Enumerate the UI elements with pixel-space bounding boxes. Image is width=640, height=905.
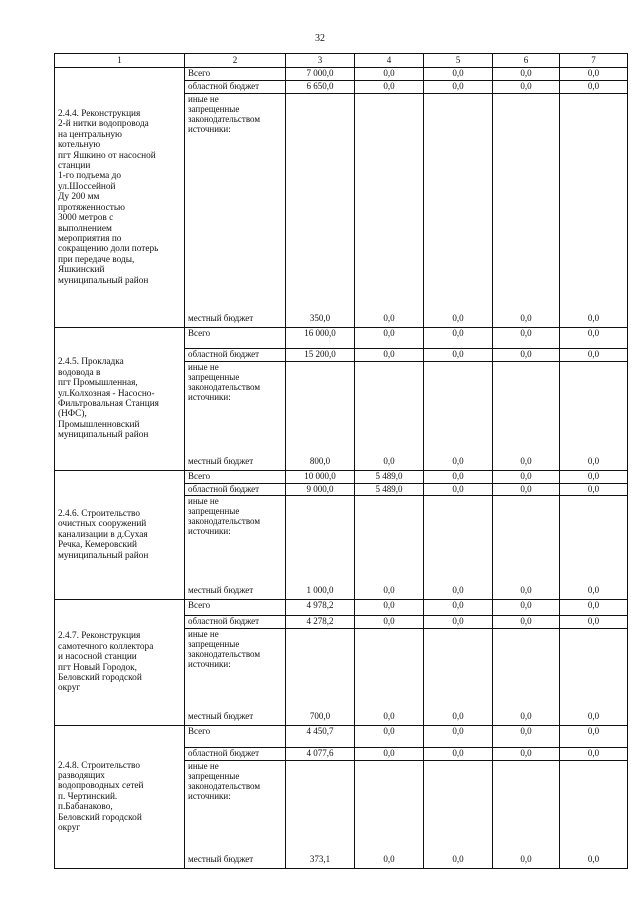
cell-value: 0,0 (493, 94, 560, 328)
cell-value: 7 000,0 (286, 68, 355, 81)
source-cell-other-local (185, 761, 286, 869)
cell-value: 350,0 (286, 94, 355, 328)
column-header: 4 (355, 54, 424, 68)
cell-value: 0,0 (493, 81, 560, 94)
cell-value: 0,0 (493, 748, 560, 761)
cell-value: 0,0 (560, 761, 628, 869)
column-header: 2 (185, 54, 286, 68)
source-label-local: местный бюджет (188, 584, 254, 595)
table-row-total (55, 68, 628, 81)
cell-value: 0,0 (493, 68, 560, 81)
cell-value: 0,0 (355, 629, 424, 726)
source-label-regional: областной бюджет (185, 349, 286, 362)
project-name: 2.4.6. Строительство очистных сооружений канализации в д.Сухая Речка, Кемеровский муниципальный район (55, 471, 185, 600)
project-name: 2.4.4. Реконструкция 2-й нитки водопровода на центральную котельную пгт Яшкино от насосной станции 1-го подъема до ул.Шоссейной Ду 200 мм протяженностью 3000 метров с выполнением мероприятия по сокращению доли потерь при передаче воды, Яшкинский муниципальный район (55, 68, 185, 328)
cell-value: 0,0 (355, 81, 424, 94)
source-label-other: иные не запрещенные законодательством источники: (188, 94, 261, 135)
source-cell-other-local (185, 94, 286, 328)
cell-value: 1 000,0 (286, 496, 355, 600)
source-cell-other-local (185, 496, 286, 600)
cell-value: 800,0 (286, 362, 355, 471)
cell-value: 0,0 (424, 328, 493, 349)
cell-value: 0,0 (560, 471, 628, 484)
cell-value: 0,0 (424, 748, 493, 761)
source-label-regional: областной бюджет (185, 748, 286, 761)
cell-value: 0,0 (424, 484, 493, 496)
source-label-other: иные не запрещенные законодательством источники: (188, 629, 261, 670)
cell-value: 0,0 (560, 328, 628, 349)
cell-value: 16 000,0 (286, 328, 355, 349)
cell-value: 0,0 (424, 629, 493, 726)
cell-value: 700,0 (286, 629, 355, 726)
cell-value: 0,0 (493, 761, 560, 869)
source-cell-other-local (185, 362, 286, 471)
column-header-row (55, 54, 628, 68)
cell-value: 9 000,0 (286, 484, 355, 496)
cell-value: 0,0 (355, 362, 424, 471)
cell-value: 0,0 (560, 81, 628, 94)
cell-value: 0,0 (560, 349, 628, 362)
cell-value: 0,0 (424, 81, 493, 94)
cell-value: 0,0 (493, 616, 560, 629)
cell-value: 0,0 (424, 600, 493, 616)
cell-value: 373,1 (286, 761, 355, 869)
source-label-local: местный бюджет (188, 710, 254, 721)
source-label-regional: областной бюджет (185, 81, 286, 94)
cell-value: 10 000,0 (286, 471, 355, 484)
column-header: 1 (55, 54, 185, 68)
cell-value: 0,0 (424, 496, 493, 600)
cell-value: 0,0 (355, 761, 424, 869)
source-label-total: Всего (185, 600, 286, 616)
cell-value: 0,0 (493, 328, 560, 349)
cell-value: 0,0 (355, 496, 424, 600)
cell-value: 0,0 (493, 496, 560, 600)
table-row-total (55, 600, 628, 616)
project-name: 2.4.7. Реконструкция самотечного коллектора и насосной станции пгт Новый Городок, Беловский городской округ (55, 600, 185, 726)
cell-value: 0,0 (355, 94, 424, 328)
table-body (55, 68, 628, 869)
source-label-total: Всего (185, 328, 286, 349)
table-row-total (55, 471, 628, 484)
source-label-other: иные не запрещенные законодательством источники: (188, 496, 261, 537)
cell-value: 0,0 (560, 94, 628, 328)
cell-value: 0,0 (355, 748, 424, 761)
source-label-total: Всего (185, 68, 286, 81)
cell-value: 0,0 (560, 629, 628, 726)
cell-value: 0,0 (493, 471, 560, 484)
source-cell-other-local (185, 629, 286, 726)
column-header: 6 (493, 54, 560, 68)
budget-table (54, 53, 628, 869)
cell-value: 0,0 (355, 68, 424, 81)
cell-value: 4 450,7 (286, 726, 355, 748)
cell-value: 0,0 (560, 600, 628, 616)
cell-value: 0,0 (424, 362, 493, 471)
cell-value: 0,0 (424, 68, 493, 81)
cell-value: 0,0 (560, 726, 628, 748)
cell-value: 0,0 (493, 349, 560, 362)
cell-value: 0,0 (560, 616, 628, 629)
cell-value: 0,0 (355, 616, 424, 629)
cell-value: 5 489,0 (355, 484, 424, 496)
project-name: 2.4.8. Строительство разводящих водопроводных сетей п. Чертинский. п.Бабанаково, Беловский городской округ (55, 726, 185, 869)
cell-value: 6 650,0 (286, 81, 355, 94)
column-header: 7 (560, 54, 628, 68)
cell-value: 0,0 (560, 496, 628, 600)
cell-value: 5 489,0 (355, 471, 424, 484)
source-label-regional: областной бюджет (185, 484, 286, 496)
cell-value: 0,0 (355, 600, 424, 616)
cell-value: 0,0 (424, 94, 493, 328)
source-label-total: Всего (185, 726, 286, 748)
cell-value: 0,0 (424, 349, 493, 362)
cell-value: 0,0 (424, 726, 493, 748)
cell-value: 0,0 (493, 484, 560, 496)
table-row-total (55, 726, 628, 748)
cell-value: 0,0 (560, 68, 628, 81)
source-label-local: местный бюджет (188, 853, 254, 864)
cell-value: 0,0 (560, 362, 628, 471)
project-name: 2.4.5. Прокладка водовода в пгт Промышленная, ул.Колхозная - Насосно- Фильтровальная Станция (НФС), Промышленновский муниципальный район (55, 328, 185, 471)
cell-value: 4 077,6 (286, 748, 355, 761)
column-header: 5 (424, 54, 493, 68)
cell-value: 0,0 (493, 629, 560, 726)
cell-value: 0,0 (493, 362, 560, 471)
cell-value: 0,0 (560, 748, 628, 761)
cell-value: 0,0 (355, 726, 424, 748)
cell-value: 4 278,2 (286, 616, 355, 629)
cell-value: 0,0 (424, 761, 493, 869)
source-label-local: местный бюджет (188, 455, 254, 466)
table-row-total (55, 328, 628, 349)
cell-value: 0,0 (424, 616, 493, 629)
cell-value: 15 200,0 (286, 349, 355, 362)
cell-value: 0,0 (355, 328, 424, 349)
cell-value: 0,0 (424, 471, 493, 484)
source-label-total: Всего (185, 471, 286, 484)
cell-value: 0,0 (493, 600, 560, 616)
page-number: 32 (315, 33, 325, 44)
source-label-regional: областной бюджет (185, 616, 286, 629)
cell-value: 0,0 (493, 726, 560, 748)
source-label-other: иные не запрещенные законодательством источники: (188, 761, 261, 802)
column-header: 3 (286, 54, 355, 68)
cell-value: 0,0 (355, 349, 424, 362)
cell-value: 4 978,2 (286, 600, 355, 616)
source-label-local: местный бюджет (188, 312, 254, 323)
cell-value: 0,0 (560, 484, 628, 496)
source-label-other: иные не запрещенные законодательством источники: (188, 362, 261, 403)
